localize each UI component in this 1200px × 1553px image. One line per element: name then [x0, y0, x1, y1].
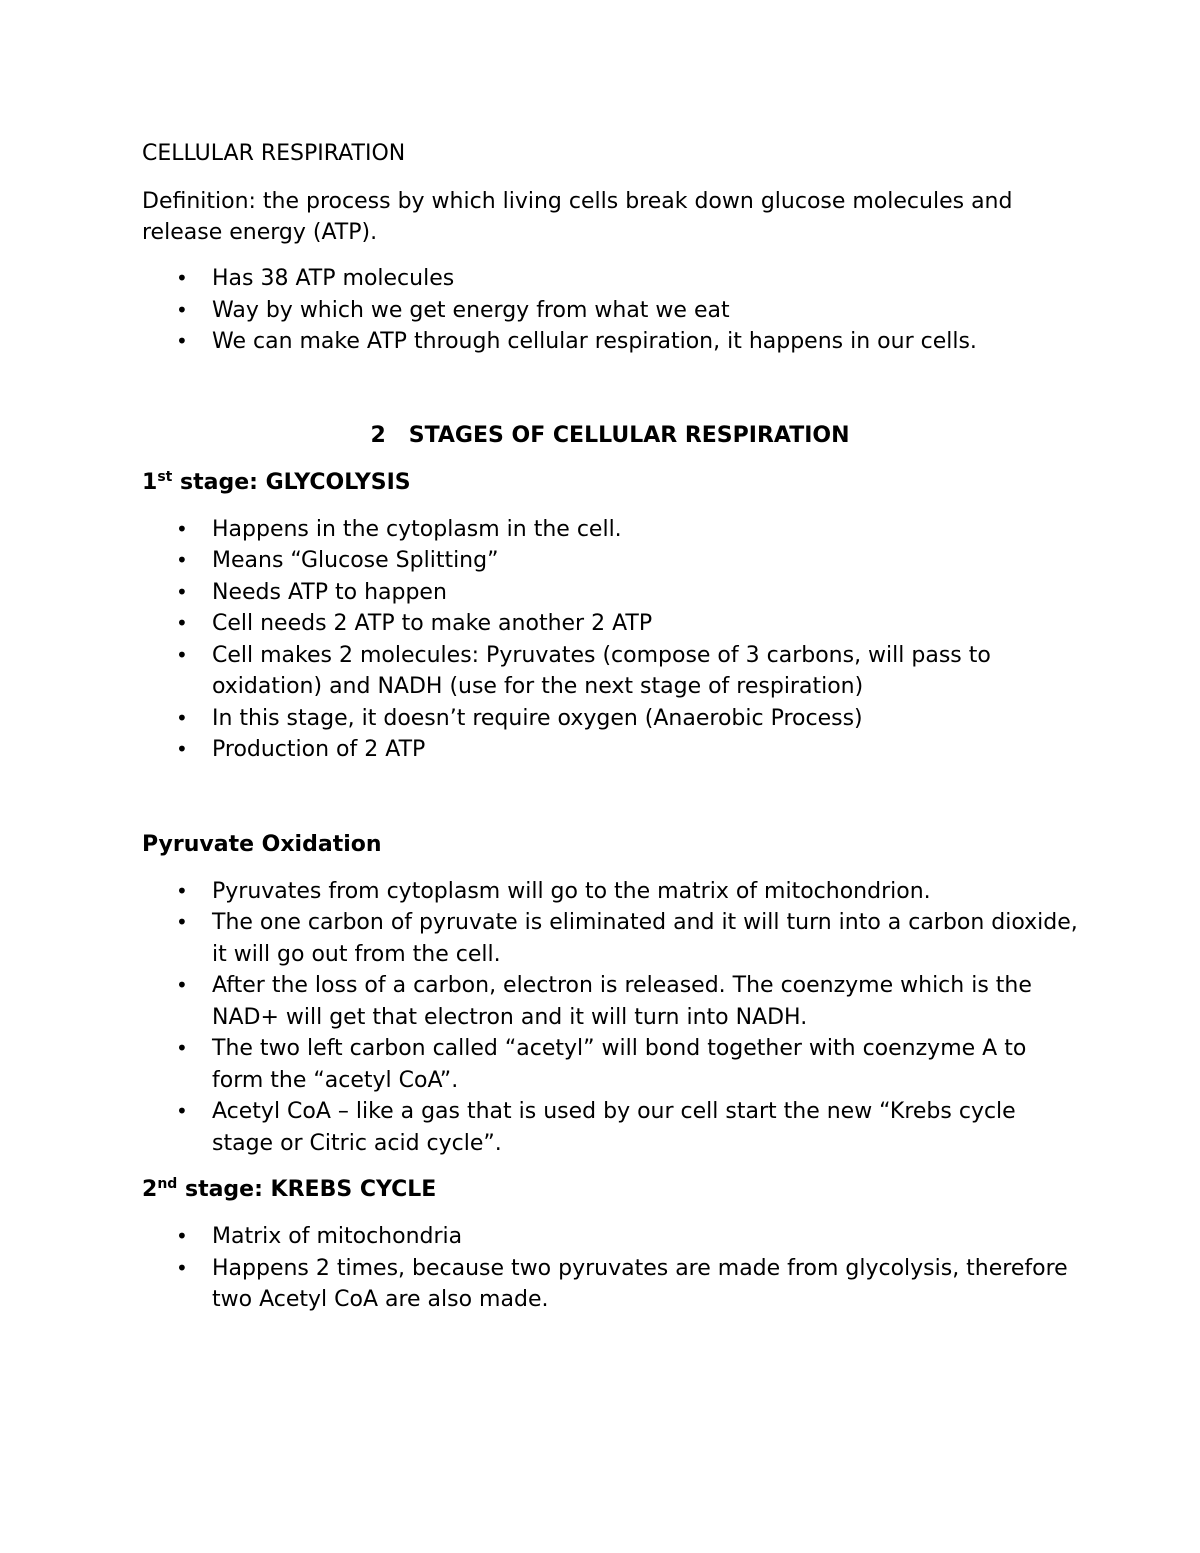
list-item — [142, 263, 1082, 295]
list-item-text: In this stage, it doesn’t require oxygen (Anaerobic Process) — [212, 705, 863, 731]
list-item — [142, 1221, 1082, 1253]
list-item-text: Matrix of mitochondria — [212, 1224, 463, 1249]
glycolysis-heading-text: stage: GLYCOLYSIS — [172, 469, 411, 495]
list-item — [142, 970, 1082, 1033]
bullet-icon: • — [176, 910, 188, 934]
list-item — [142, 545, 1082, 577]
list-item — [142, 876, 1082, 908]
bullet-icon: • — [176, 737, 188, 761]
list-item-text: Acetyl CoA – like a gas that is used by our cell start the new “Krebs cycle stage or Citric acid cycle”. — [212, 1099, 1016, 1156]
list-item-text: We can make ATP through cellular respiration, it happens in our cells. — [212, 329, 977, 354]
krebs-ordinal: 2 — [142, 1177, 158, 1202]
bullet-icon: • — [176, 1255, 188, 1280]
list-item — [142, 1033, 1082, 1096]
bullet-icon: • — [176, 516, 188, 541]
list-item — [142, 703, 1082, 735]
bullet-icon: • — [176, 297, 188, 322]
bullet-icon: • — [176, 266, 188, 290]
bullet-icon: • — [176, 878, 188, 903]
bullet-icon: • — [176, 1036, 188, 1060]
pyruvate-oxidation-heading: Pyruvate Oxidation — [142, 831, 382, 857]
krebs-heading-text: stage: KREBS CYCLE — [177, 1177, 437, 1202]
list-item-text: Cell makes 2 molecules: Pyruvates (compose of 3 carbons, will pass to oxidation) and NADH (use for the next stage of respiration) — [212, 642, 991, 699]
glycolysis-bullet-list — [142, 514, 1082, 766]
bullet-icon: • — [176, 548, 188, 572]
krebs-cycle-heading — [142, 1174, 1082, 1206]
stages-heading — [142, 420, 1082, 452]
list-item — [142, 326, 1082, 358]
pyruvate-oxidation-bullet-list — [142, 876, 1082, 1160]
document-page — [142, 138, 1082, 1316]
list-item — [142, 1253, 1082, 1316]
list-item — [142, 1096, 1082, 1159]
list-item-text: Pyruvates from cytoplasm will go to the matrix of mitochondrion. — [212, 878, 931, 904]
bullet-icon: • — [176, 1099, 188, 1123]
glycolysis-ordinal: 1 — [142, 469, 158, 495]
stages-heading-text: 2 STAGES OF CELLULAR RESPIRATION — [370, 422, 850, 448]
list-item-text: Way by which we get energy from what we eat — [212, 297, 730, 323]
bullet-icon: • — [176, 329, 188, 353]
krebs-ordinal-suffix: nd — [157, 1176, 178, 1192]
list-item-text: Has 38 ATP molecules — [212, 266, 455, 291]
bullet-icon: • — [176, 973, 188, 997]
bullet-icon: • — [176, 611, 188, 635]
list-item-text: Happens 2 times, because two pyruvates are made from glycolysis, therefore two Acetyl CoA are also made. — [212, 1255, 1068, 1312]
list-item-text: Happens in the cytoplasm in the cell. — [212, 516, 622, 542]
bullet-icon: • — [176, 642, 188, 667]
definition-paragraph: Definition: the process by which living cells break down glucose molecules and release energy (ATP). — [142, 189, 1013, 245]
list-item — [142, 577, 1082, 609]
list-item-text: Production of 2 ATP — [212, 737, 426, 762]
list-item-text: The two left carbon called “acetyl” will bond together with coenzyme A to form the “acetyl CoA”. — [212, 1036, 1027, 1093]
glycolysis-heading — [142, 467, 1082, 499]
list-item — [142, 514, 1082, 546]
list-item — [142, 608, 1082, 640]
list-item — [142, 295, 1082, 327]
intro-bullet-list — [142, 263, 1082, 358]
glycolysis-ordinal-suffix: st — [157, 468, 173, 485]
document-title: CELLULAR RESPIRATION — [142, 141, 406, 166]
list-item-text: After the loss of a carbon, electron is released. The coenzyme which is the NAD+ will get that electron and it will turn into NADH. — [212, 973, 1032, 1030]
list-item — [142, 734, 1082, 766]
krebs-cycle-bullet-list — [142, 1221, 1082, 1316]
bullet-icon: • — [176, 1224, 188, 1248]
list-item-text: The one carbon of pyruvate is eliminated and it will turn into a carbon dioxide, it will go out from the cell. — [212, 910, 1078, 967]
list-item-text: Means “Glucose Splitting” — [212, 548, 499, 573]
bullet-icon: • — [176, 579, 188, 604]
bullet-icon: • — [176, 705, 188, 730]
list-item — [142, 907, 1082, 970]
list-item-text: Needs ATP to happen — [212, 579, 447, 605]
list-item — [142, 640, 1082, 703]
list-item-text: Cell needs 2 ATP to make another 2 ATP — [212, 611, 653, 636]
